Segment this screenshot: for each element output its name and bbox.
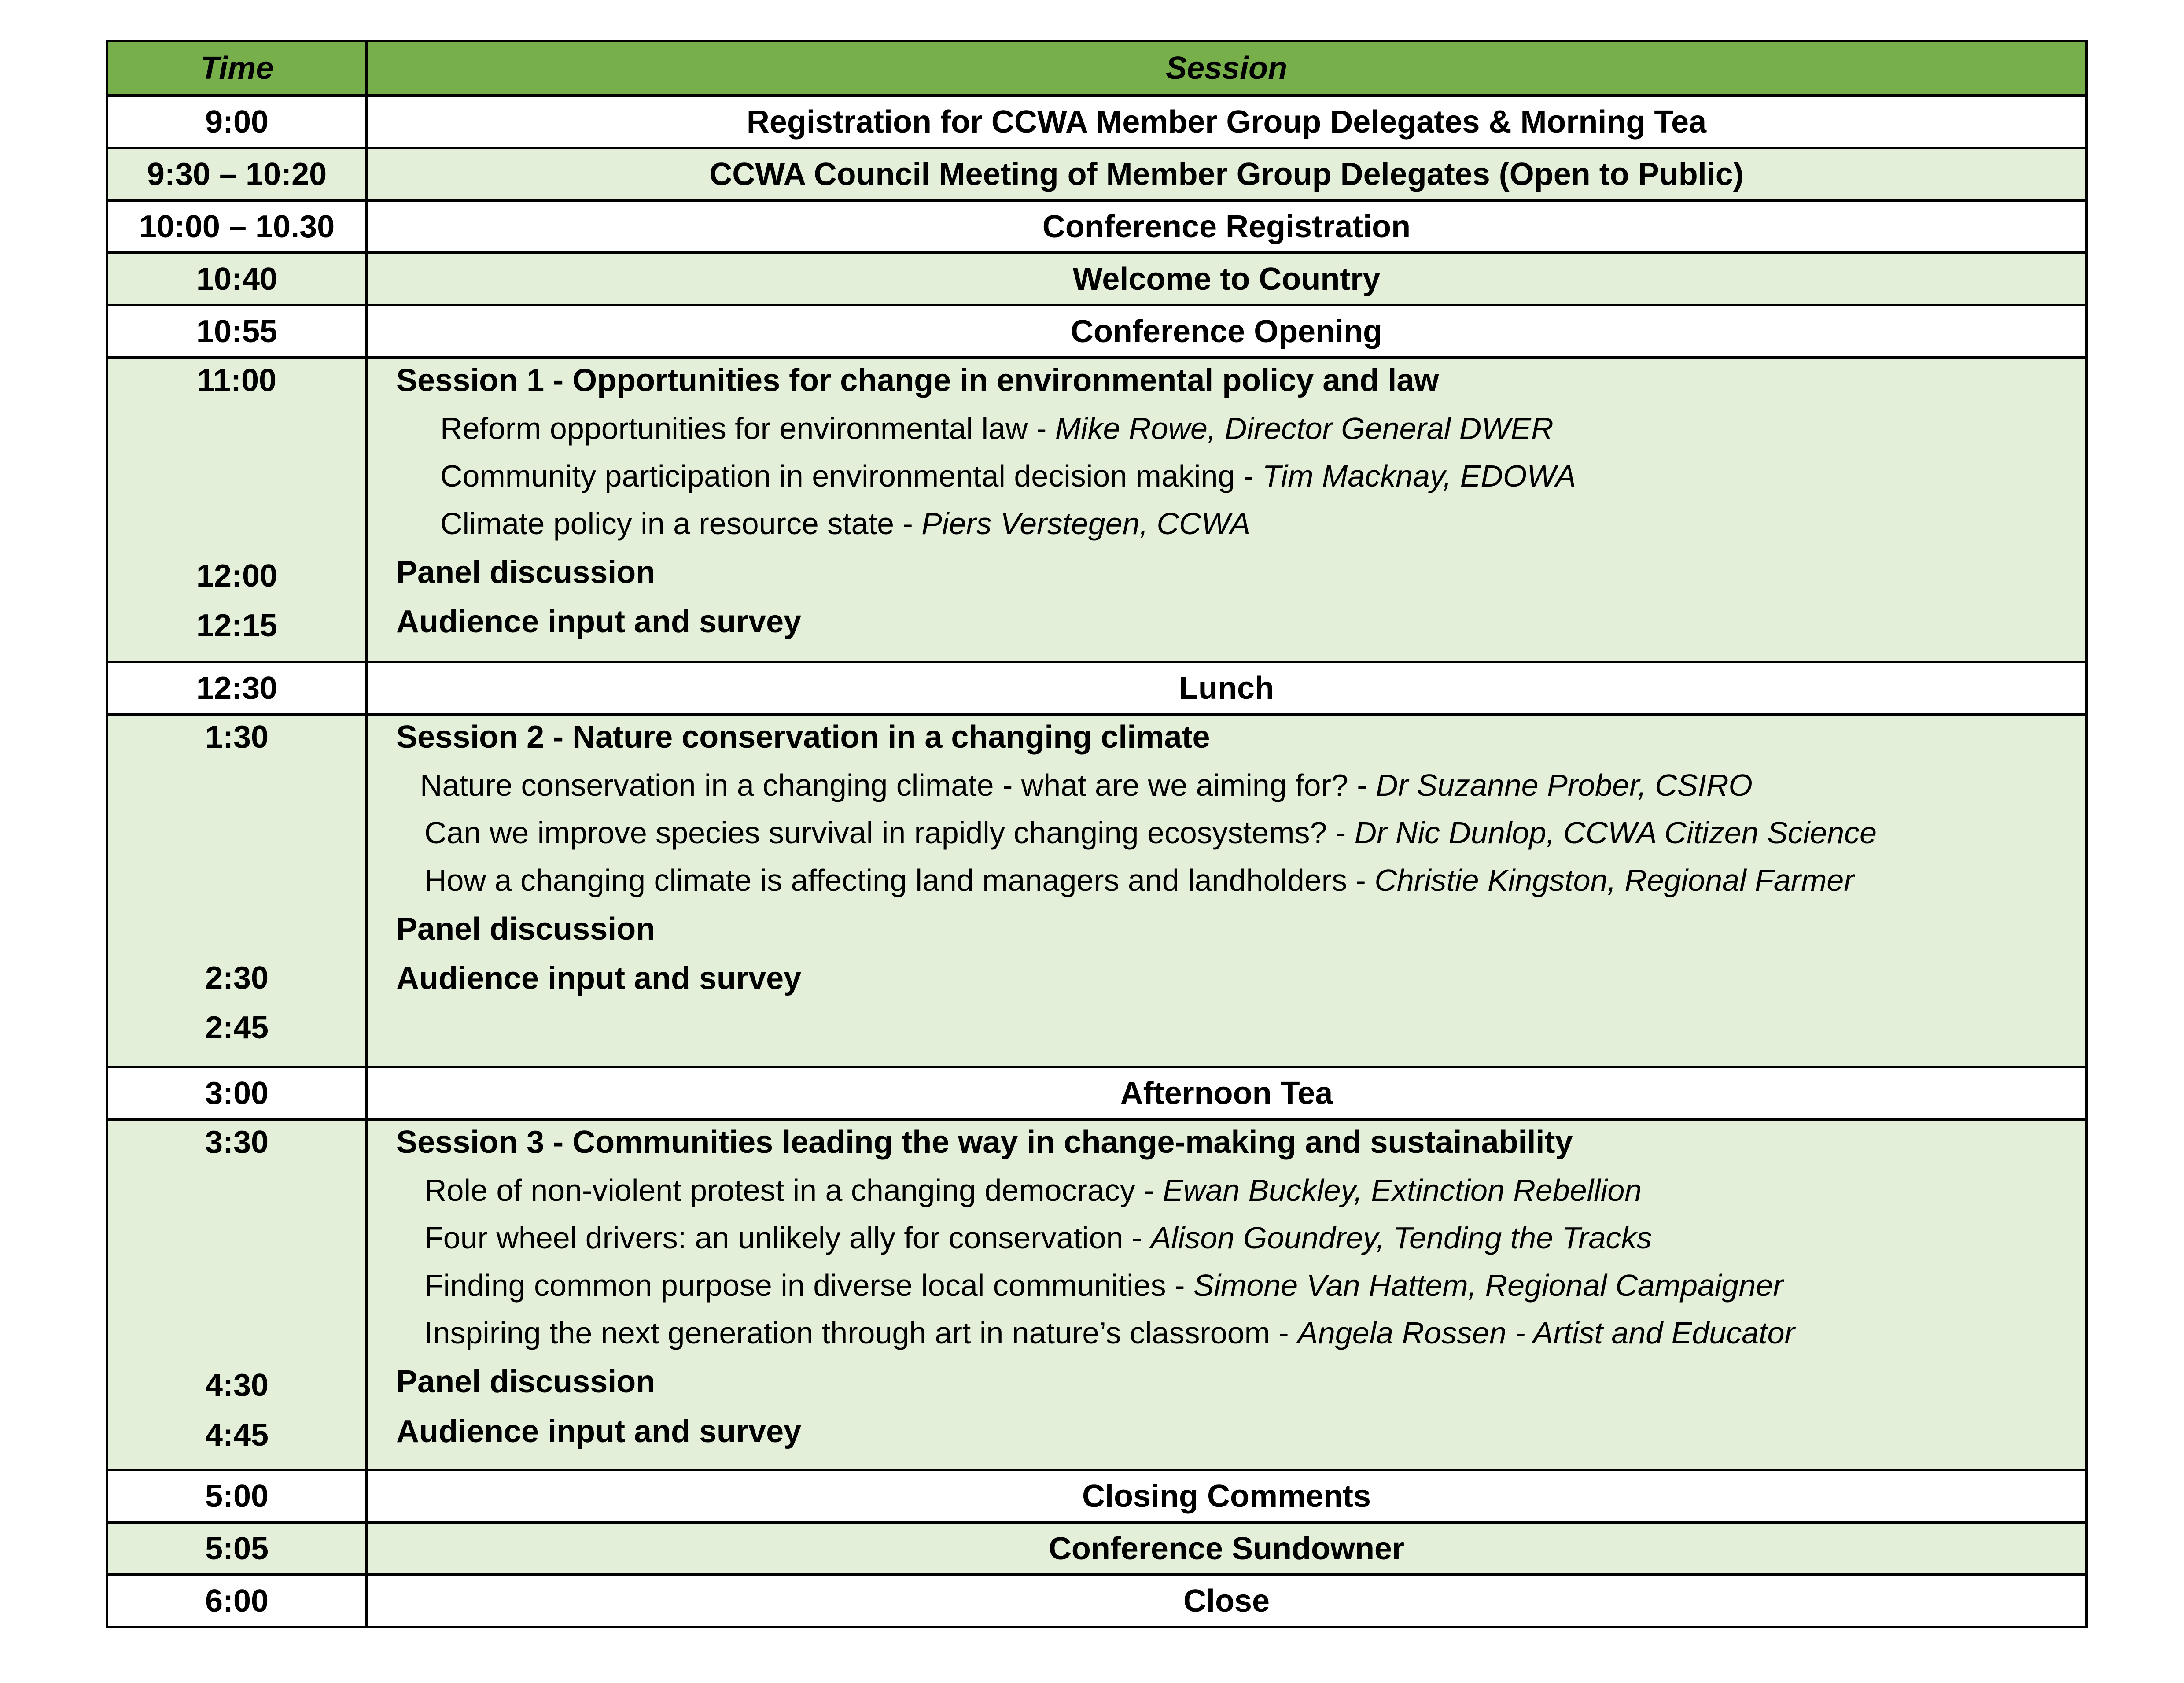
session3-talk	[424, 1315, 1795, 1351]
session2-times	[107, 714, 367, 1067]
session3-panel-time: 4:30	[205, 1368, 269, 1403]
session2-details	[367, 714, 2086, 1067]
talk-speaker: Mike Rowe, Director General DWER	[1055, 411, 1554, 446]
header-row	[107, 41, 2086, 96]
talk-topic: Can we improve species survival in rapidly changing ecosystems? -	[424, 816, 1355, 850]
session3-talk	[424, 1173, 1642, 1208]
talk-speaker: Ewan Buckley, Extinction Rebellion	[1163, 1173, 1642, 1207]
row-session: Lunch	[367, 662, 2086, 714]
session1-talk	[440, 411, 1554, 446]
talk-topic: Nature conservation in a changing climate - what are we aiming for? -	[420, 768, 1376, 802]
row-time: 10:00 – 10.30	[107, 200, 367, 253]
row-session: Conference Opening	[367, 305, 2086, 358]
row-time: 10:55	[107, 305, 367, 358]
lunch-row	[107, 662, 2086, 714]
talk-topic: Role of non-violent protest in a changing democracy -	[424, 1173, 1163, 1207]
row-time: 9:00	[107, 96, 367, 148]
session3-title: Session 3 - Communities leading the way in change-making and sustainability	[396, 1125, 1573, 1160]
row-time: 5:05	[107, 1522, 367, 1575]
afternoon-tea-row	[107, 1067, 2086, 1119]
row-session: Closing Comments	[367, 1470, 2086, 1522]
table-row	[107, 96, 2086, 148]
row-session: Afternoon Tea	[367, 1067, 2086, 1119]
row-session: CCWA Council Meeting of Member Group Delegates (Open to Public)	[367, 148, 2086, 200]
session3-audience: Audience input and survey	[396, 1414, 802, 1449]
talk-speaker: Angela Rossen - Artist and Educator	[1297, 1316, 1795, 1350]
row-session: Conference Sundowner	[367, 1522, 2086, 1575]
row-session: Welcome to Country	[367, 253, 2086, 305]
talk-speaker: Tim Macknay, EDOWA	[1262, 459, 1576, 493]
session2-audience: Audience input and survey	[396, 961, 802, 996]
row-time: 6:00	[107, 1575, 367, 1627]
row-time: 12:30	[107, 662, 367, 714]
session1-audience-time: 12:15	[196, 608, 278, 643]
row-session: Close	[367, 1575, 2086, 1627]
talk-speaker: Alison Goundrey, Tending the Tracks	[1150, 1221, 1652, 1255]
session1-panel-time: 12:00	[196, 558, 278, 594]
session2-row	[107, 714, 2086, 1067]
talk-speaker: Christie Kingston, Regional Farmer	[1374, 863, 1854, 897]
schedule-table	[106, 40, 2088, 1628]
table-row	[107, 1575, 2086, 1627]
session1-times	[107, 358, 367, 662]
row-session: Registration for CCWA Member Group Delegates & Morning Tea	[367, 96, 2086, 148]
talk-topic: Four wheel drivers: an unlikely ally for conservation -	[424, 1221, 1151, 1255]
table-row	[107, 1470, 2086, 1522]
row-time: 10:40	[107, 253, 367, 305]
session2-title: Session 2 - Nature conservation in a changing climate	[396, 720, 1210, 755]
session1-row	[107, 358, 2086, 662]
talk-topic: Reform opportunities for environmental law -	[440, 411, 1055, 446]
row-time: 9:30 – 10:20	[107, 148, 367, 200]
session2-start-time: 1:30	[205, 720, 269, 755]
session1-audience: Audience input and survey	[396, 604, 802, 639]
session3-details	[367, 1119, 2086, 1470]
session2-panel: Panel discussion	[396, 912, 656, 947]
table-row	[107, 1522, 2086, 1575]
session1-panel: Panel discussion	[396, 555, 656, 590]
session1-title: Session 1 - Opportunities for change in environmental policy and law	[396, 363, 1439, 398]
row-time: 3:00	[107, 1067, 367, 1119]
table-row	[107, 200, 2086, 253]
session2-talk	[424, 863, 1854, 898]
talk-topic: Climate policy in a resource state -	[440, 506, 922, 541]
session3-talk	[424, 1268, 1783, 1303]
table-row	[107, 253, 2086, 305]
talk-speaker: Dr Suzanne Prober, CSIRO	[1376, 768, 1753, 802]
session3-talk	[424, 1220, 1652, 1255]
talk-topic: Community participation in environmental decision making -	[440, 459, 1263, 493]
session3-start-time: 3:30	[205, 1125, 269, 1160]
talk-topic: Inspiring the next generation through art in nature’s classroom -	[424, 1316, 1298, 1350]
session2-talk	[424, 815, 1877, 850]
session-header: Session	[367, 41, 2086, 96]
session1-details	[367, 358, 2086, 662]
table-row	[107, 305, 2086, 358]
talk-topic: Finding common purpose in diverse local communities -	[424, 1268, 1193, 1303]
session3-audience-time: 4:45	[205, 1417, 269, 1453]
session1-start-time: 11:00	[197, 363, 277, 398]
talk-speaker: Piers Verstegen, CCWA	[921, 506, 1251, 541]
session1-talk	[440, 458, 1576, 494]
talk-topic: How a changing climate is affecting land managers and landholders -	[424, 863, 1375, 897]
row-session: Conference Registration	[367, 200, 2086, 253]
time-header: Time	[107, 41, 367, 96]
session3-panel: Panel discussion	[396, 1364, 656, 1399]
session1-talk	[440, 506, 1250, 541]
session3-row	[107, 1119, 2086, 1470]
session2-talk	[420, 768, 1753, 803]
table-row	[107, 148, 2086, 200]
talk-speaker: Dr Nic Dunlop, CCWA Citizen Science	[1354, 816, 1877, 850]
talk-speaker: Simone Van Hattem, Regional Campaigner	[1193, 1268, 1783, 1303]
row-time: 5:00	[107, 1470, 367, 1522]
session3-times	[107, 1119, 367, 1470]
session2-audience-time: 2:45	[205, 1010, 269, 1045]
session2-panel-time: 2:30	[205, 960, 269, 996]
